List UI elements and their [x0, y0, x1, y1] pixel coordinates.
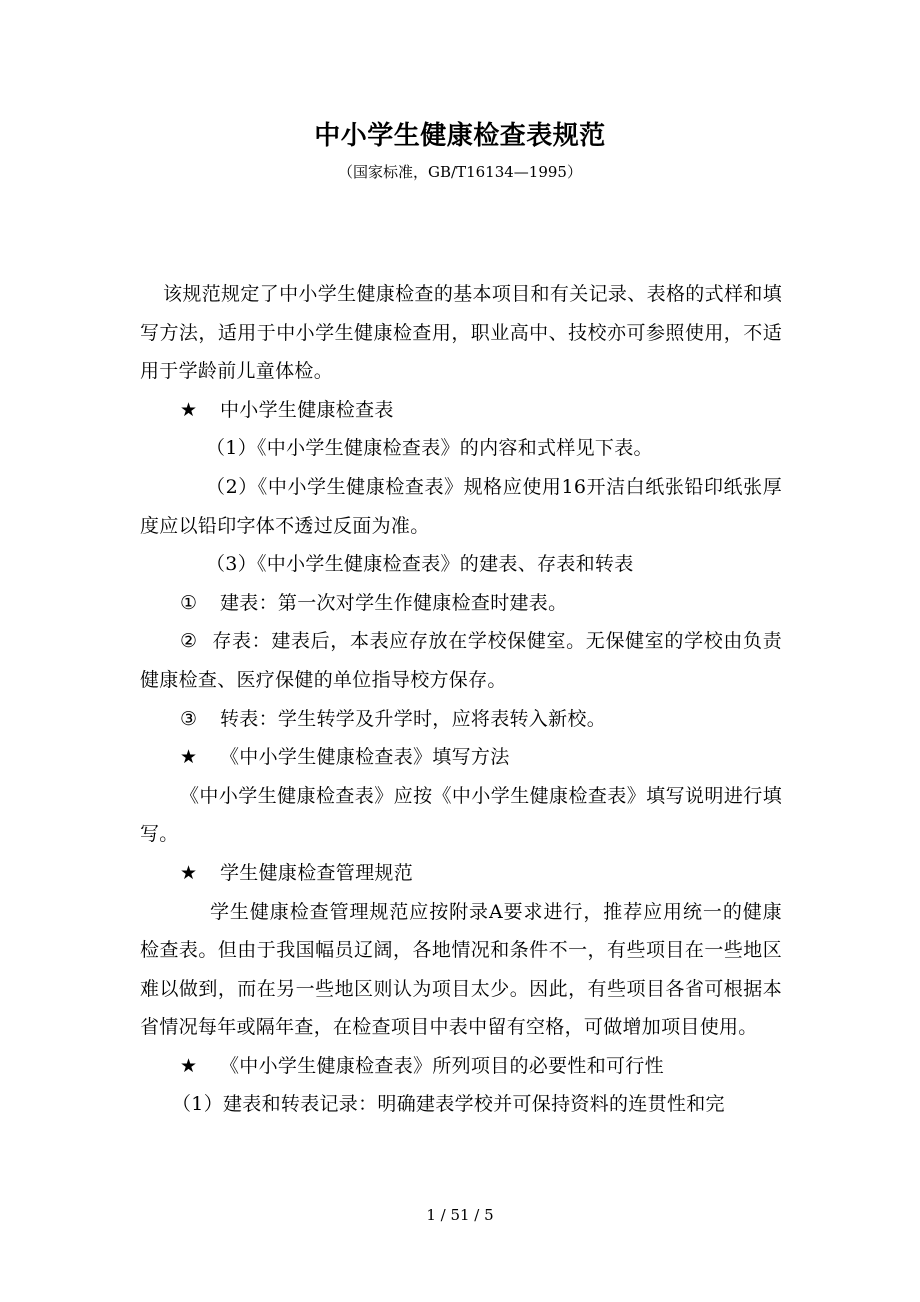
sub-item-text: 转表：学生转学及升学时，应将表转入新校。	[220, 707, 607, 730]
star-icon: ★	[180, 861, 198, 884]
list-item-3: （3）《中小学生健康检查表》的建表、存表和转表	[206, 553, 634, 576]
fill-method-paragraph: 《中小学生健康检查表》应按《中小学生健康检查表》填写说明进行填写。	[140, 784, 782, 846]
page-number: 1 / 51 / 5	[426, 1206, 494, 1224]
section-heading-text: 学生健康检查管理规范	[220, 861, 414, 884]
intro-paragraph: 该规范规定了中小学生健康检查的基本项目和有关记录、表格的式样和填写方法，适用于中小学生健康检查用，职业高中、技校亦可参照使用，不适用于学龄前儿童体检。	[140, 283, 782, 383]
star-icon: ★	[180, 1054, 198, 1077]
star-icon: ★	[180, 746, 198, 769]
sub-item-1	[140, 584, 782, 623]
list-item-2: （2）《中小学生健康检查表》规格应使用16开洁白纸张铅印纸张厚度应以铅印字体不透过反面为准。	[140, 475, 782, 537]
management-paragraph: 学生健康检查管理规范应按附录A要求进行，推荐应用统一的健康检查表。但由于我国幅员辽阔，各地情况和条件不一，有些项目在一些地区难以做到，而在另一些地区则认为项目太少。因此，有些项目各省可根据本省情况每年或隔年查，在检查项目中表中留有空格，可做增加项目使用。	[140, 900, 782, 1039]
page-subtitle: （国家标准，GB/T16134—1995）	[338, 163, 582, 181]
sub-item-text: 存表：建表后，本表应存放在学校保健室。无保健室的学校由负责健康检查、医疗保健的单位指导校方保存。	[140, 630, 782, 691]
list-item-1: （1）《中小学生健康检查表》的内容和式样见下表。	[206, 437, 653, 460]
sub-item-2	[140, 622, 782, 699]
document-body	[140, 275, 782, 1124]
section-heading-text: 《中小学生健康检查表》填写方法	[220, 746, 510, 769]
section-heading-text: 中小学生健康检查表	[220, 398, 394, 421]
section-heading-3	[140, 854, 782, 893]
section-heading-2	[140, 738, 782, 777]
page-title: 中小学生健康检查表规范	[314, 121, 606, 151]
circled-one-marker: ①	[180, 591, 198, 614]
circled-three-marker: ③	[180, 707, 198, 730]
section-heading-4	[140, 1047, 782, 1086]
star-icon: ★	[180, 398, 198, 421]
list-item-record: （1）建表和转表记录：明确建表学校并可保持资料的连贯性和完	[172, 1093, 725, 1116]
section-heading-1	[140, 391, 782, 430]
sub-item-text: 建表：第一次对学生作健康检查时建表。	[220, 591, 568, 614]
section-heading-text: 《中小学生健康检查表》所列项目的必要性和可行性	[220, 1054, 664, 1077]
circled-two-marker: ②	[180, 630, 198, 653]
sub-item-3	[140, 700, 782, 739]
